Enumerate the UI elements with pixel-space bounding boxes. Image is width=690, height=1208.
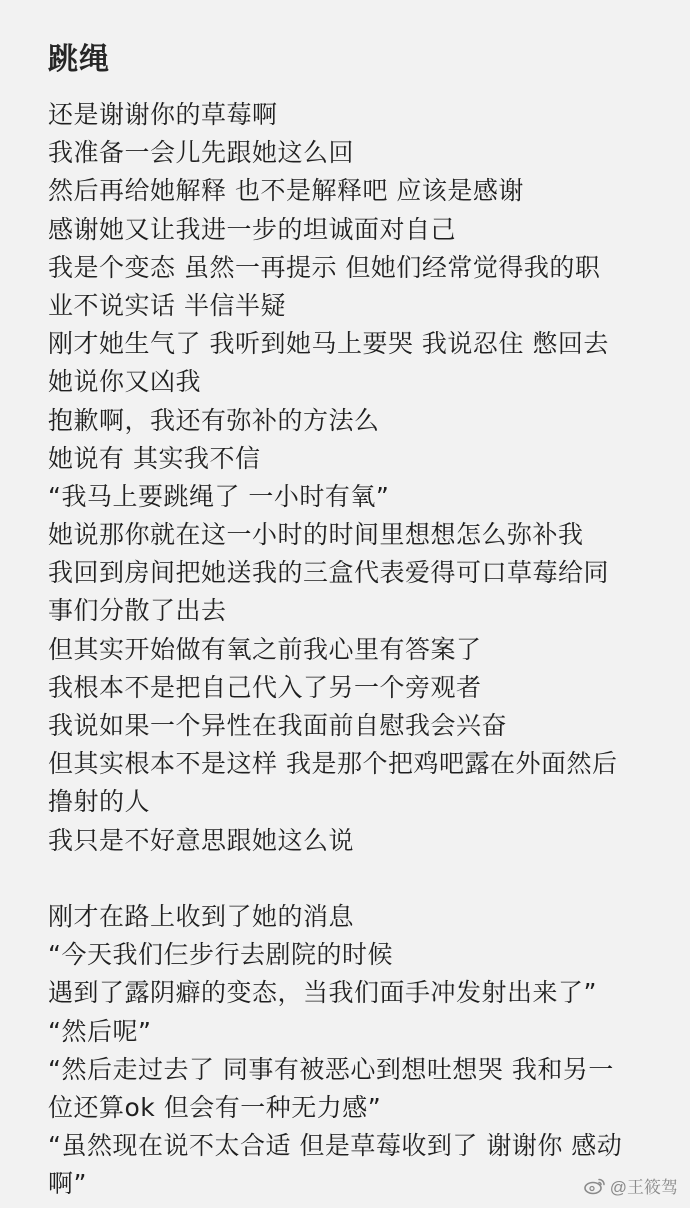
note-line: 但其实开始做有氧之前我心里有答案了 [48, 634, 482, 664]
note-line: 我只是不好意思跟她这么说 [48, 825, 355, 855]
note-line: 但其实根本不是这样 我是那个把鸡吧露在外面然后 [48, 749, 618, 779]
note-line [48, 860, 674, 898]
note-line: 事们分散了出去 [48, 596, 227, 626]
weibo-icon [584, 1177, 606, 1195]
note-line: 我回到房间把她送我的三盒代表爱得可口草莓给同 [48, 558, 610, 588]
note-line: “今天我们仨步行去剧院的时候 [48, 940, 393, 970]
watermark [584, 1173, 678, 1198]
note-line: “然后呢” [48, 1016, 152, 1046]
note-line: 刚才她生气了 我听到她马上要哭 我说忍住 憋回去 [48, 329, 609, 359]
note-line: 我是个变态 虽然一再提示 但她们经常觉得我的职 [48, 252, 601, 282]
note-line: “虽然现在说不太合适 但是草莓收到了 谢谢你 感动 [48, 1131, 623, 1161]
note-title: 跳绳 [48, 42, 110, 77]
note-line: 抱歉啊，我还有弥补的方法么 [48, 405, 380, 435]
note-line: 我准备一会儿先跟她这么回 [48, 138, 355, 168]
note-line: “然后走过去了 同事有被恶心到想吐想哭 我和另一 [48, 1054, 614, 1084]
note-line: 啊” [48, 1169, 87, 1199]
note-line: 位还算ok 但会有一种无力感” [48, 1092, 382, 1122]
watermark-text: @王筱驾 [609, 1178, 678, 1197]
note-line: 她说你又凶我 [48, 367, 202, 397]
note-line: 我说如果一个异性在我面前自慰我会兴奋 [48, 711, 508, 740]
note-line: “我马上要跳绳了 一小时有氧” [48, 481, 390, 511]
note-line: 刚才在路上收到了她的消息 [48, 901, 355, 931]
note-line: 业不说实话 半信半疑 [48, 290, 286, 320]
note-line: 撸射的人 [48, 787, 151, 817]
note-line: 我根本不是把自己代入了另一个旁观者 [48, 672, 482, 702]
note-line: 还是谢谢你的草莓啊 [48, 100, 278, 129]
note-line: 感谢她又让我进一步的坦诚面对自己 [48, 214, 457, 244]
note-line: 她说有 其实我不信 [48, 443, 261, 473]
note-body [48, 96, 674, 1203]
note-line: 遇到了露阴癖的变态，当我们面手冲发射出来了” [48, 978, 597, 1008]
note-line: 她说那你就在这一小时的时间里想想怎么弥补我 [48, 520, 584, 550]
note-line: 然后再给她解释 也不是解释吧 应该是感谢 [48, 176, 524, 206]
